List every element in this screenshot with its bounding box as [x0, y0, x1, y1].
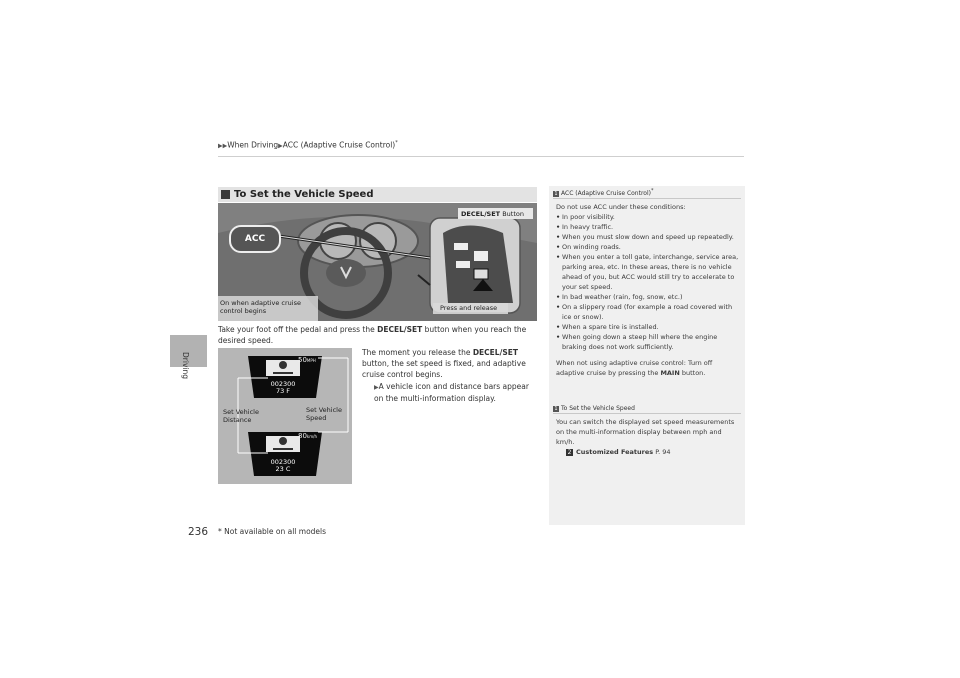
- section-title: To Set the Vehicle Speed: [234, 189, 374, 200]
- label-set-speed: Set Vehicle Speed: [306, 406, 342, 422]
- bottom-odo: 002300: [270, 458, 296, 466]
- note-acc-body: [553, 202, 741, 378]
- caption-right: Press and release: [440, 304, 498, 312]
- main-bold: MAIN: [660, 369, 680, 377]
- list-item: • When a spare tire is installed.: [556, 322, 741, 332]
- instruction-paragraph: [218, 324, 538, 346]
- release-text-end: button, the set speed is fixed, and adaptive cruise control begins.: [362, 359, 526, 379]
- display-figure: [218, 348, 352, 484]
- list-item: • In poor visibility.: [556, 212, 741, 222]
- note-acc-footer-text: When not using adaptive cruise control: Turn off adaptive cruise by pressing the: [556, 359, 713, 377]
- note-acc-title-text: ACC (Adaptive Cruise Control): [561, 190, 651, 197]
- top-odometer: [268, 381, 298, 395]
- instruction-text: Take your foot off the pedal and press the: [218, 325, 378, 334]
- result-text: A vehicle icon and distance bars appear on the multi-information display.: [374, 382, 529, 403]
- note-acc-footer-end: button.: [679, 369, 706, 377]
- button-callout: [461, 210, 524, 218]
- note-acc-footer: [556, 358, 741, 378]
- list-item: • On a slippery road (for example a road covered with ice or snow).: [556, 302, 741, 322]
- acc-badge: [229, 225, 281, 253]
- breadcrumb-part1[interactable]: When Driving: [227, 140, 279, 150]
- triangle-icon: ▶▶: [218, 142, 228, 150]
- section-header: [218, 187, 537, 202]
- acc-badge-label: ACC: [244, 234, 266, 244]
- list-item: • In bad weather (rain, fog, snow, etc.): [556, 292, 741, 302]
- list-item: • On winding roads.: [556, 242, 741, 252]
- button-label-rest: Button: [500, 210, 524, 218]
- footnote: * Not available on all models: [218, 527, 327, 536]
- top-unit: MPH: [306, 358, 316, 363]
- result-line: [374, 381, 540, 404]
- note-marker-icon: 1: [554, 190, 558, 197]
- breadcrumb-asterisk: *: [395, 140, 398, 146]
- caption-left: On when adaptive cruise control begins: [220, 299, 301, 315]
- dashboard-figure: [218, 203, 537, 321]
- bottom-temp: 23 C: [275, 465, 291, 473]
- top-speed: 50: [298, 356, 307, 364]
- cross-reference[interactable]: [556, 447, 741, 457]
- list-item: • When going down a steep hill where the engine braking does not work sufficiently.: [556, 332, 741, 352]
- result-arrow-icon: ▶: [374, 384, 379, 391]
- breadcrumb: [218, 140, 398, 150]
- header-divider: [218, 156, 744, 157]
- side-tab-label: Driving: [181, 352, 190, 379]
- note-divider: [553, 198, 741, 199]
- label-set-distance: Set Vehicle Distance: [223, 408, 259, 424]
- note-set-speed: [553, 404, 741, 457]
- note-acc-intro: Do not use ACC under these conditions:: [556, 203, 686, 211]
- page-number: 236: [188, 526, 209, 538]
- top-temp: 73 F: [275, 387, 291, 395]
- note-set-speed-body: [553, 417, 741, 457]
- triangle-icon: ▶: [278, 142, 283, 150]
- note-acc: [553, 187, 741, 378]
- instruction-text-end: button when you reach the desired speed.: [218, 325, 527, 345]
- note-acc-asterisk: *: [650, 188, 654, 194]
- release-text: The moment you release the: [362, 348, 473, 357]
- decel-set-bold-2: DECEL/SET: [472, 348, 518, 357]
- list-item: • When you enter a toll gate, interchange, service area, parking area, etc. In these areas, there is no vehicle ahead of you, but ACC would still try to accelerate to your set speed.: [556, 252, 741, 292]
- list-item: • In heavy traffic.: [556, 222, 741, 232]
- breadcrumb-part2[interactable]: ACC (Adaptive Cruise Control): [282, 140, 396, 150]
- bottom-odometer: [268, 459, 298, 473]
- top-speed-readout: [298, 356, 316, 364]
- decel-set-bold: DECEL/SET: [377, 325, 423, 334]
- bottom-speed: 80: [298, 432, 307, 440]
- bottom-unit: km/h: [306, 434, 318, 439]
- note-divider: [553, 413, 741, 414]
- release-paragraph: [362, 347, 544, 380]
- ref-page: P. 94: [653, 448, 671, 456]
- note-acc-title: [553, 187, 741, 198]
- bottom-speed-readout: [298, 432, 317, 440]
- note-set-speed-text: You can switch the displayed set speed measurements on the multi-information display between mph and km/h.: [556, 418, 735, 446]
- customized-features-link[interactable]: Customized Features: [576, 448, 654, 456]
- note-set-speed-title-text: To Set the Vehicle Speed: [561, 405, 635, 412]
- list-item: • When you must slow down and speed up repeatedly.: [556, 232, 741, 242]
- square-bullet-icon: [221, 190, 230, 199]
- page-ref-icon: 2: [567, 448, 572, 456]
- note-set-speed-title: [553, 404, 741, 413]
- note-marker-icon: 1: [554, 405, 558, 412]
- top-odo: 002300: [270, 380, 296, 388]
- decel-set-label: DECEL/SET: [461, 210, 501, 218]
